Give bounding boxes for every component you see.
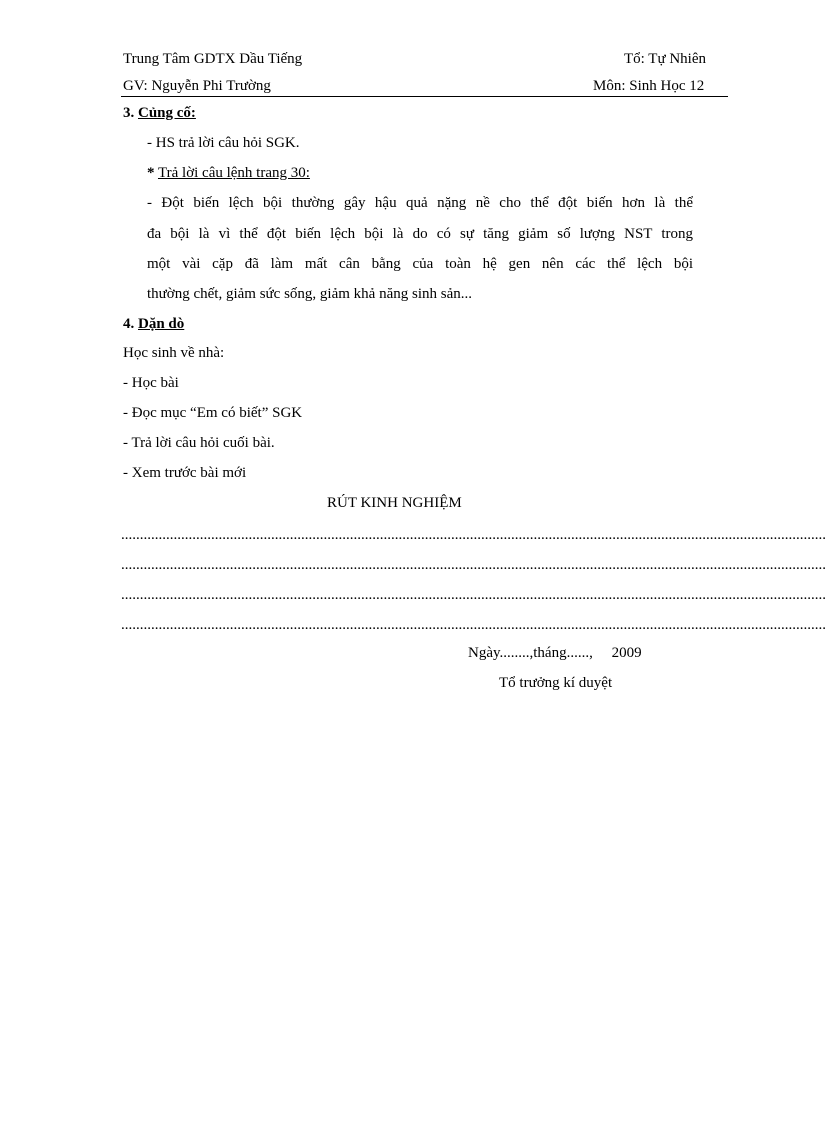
answer-line-4: thường chết, giảm sức sống, giảm khả năng sinh sản...	[147, 286, 472, 302]
review-dotted-line-4: ............................................................................................................................................................................................	[121, 617, 826, 633]
subject-name: Môn: Sinh Học 12	[593, 78, 705, 94]
section-4-intro: Học sinh về nhà:	[123, 345, 225, 361]
school-name: Trung Tâm GDTX Dầu Tiếng	[123, 51, 303, 67]
homework-item-1: - Học bài	[123, 375, 179, 391]
answer-line-3: một vài cặp đã làm mất cân bằng của toàn hệ gen nên các thể lệch bội	[147, 256, 693, 272]
review-title: RÚT KINH NGHIỆM	[327, 495, 462, 511]
section-3-subheading	[147, 163, 310, 183]
answer-line-2: đa bội là vì thể đột biến lệch bội là do có sự tăng giảm số lượng NST trong	[147, 226, 693, 242]
date-line: Ngày........,tháng......, 2009	[468, 645, 642, 661]
section-4-number: 4.	[123, 316, 135, 332]
header-divider	[121, 96, 728, 97]
teacher-name: GV: Nguyễn Phi Trường	[123, 78, 271, 94]
subheading-text: Trả lời câu lệnh trang 30:	[157, 165, 310, 181]
section-3-title: Củng cố:	[138, 105, 196, 121]
section-3-heading	[123, 103, 196, 123]
homework-item-2: - Đọc mục “Em có biết” SGK	[123, 405, 303, 421]
review-dotted-line-3: ............................................................................................................................................................................................	[121, 587, 826, 603]
homework-item-3: - Trả lời câu hỏi cuối bài.	[123, 435, 275, 451]
section-4-heading	[123, 314, 184, 334]
homework-item-4: - Xem trước bài mới	[123, 465, 247, 481]
department-name: Tổ: Tự Nhiên	[624, 51, 707, 67]
section-4-title: Dặn dò	[138, 316, 185, 332]
approval-label: Tổ trưởng kí duyệt	[499, 675, 613, 691]
answer-line-1: - Đột biến lệch bội thường gây hậu quả nặng nề cho thể đột biến hơn là thể	[147, 195, 693, 211]
review-dotted-line-1: ............................................................................................................................................................................................	[121, 527, 826, 543]
subheading-star: *	[147, 165, 155, 181]
section-3-number: 3.	[123, 105, 135, 121]
review-dotted-line-2: ............................................................................................................................................................................................	[121, 557, 826, 573]
section-3-item: - HS trả lời câu hỏi SGK.	[147, 135, 300, 151]
